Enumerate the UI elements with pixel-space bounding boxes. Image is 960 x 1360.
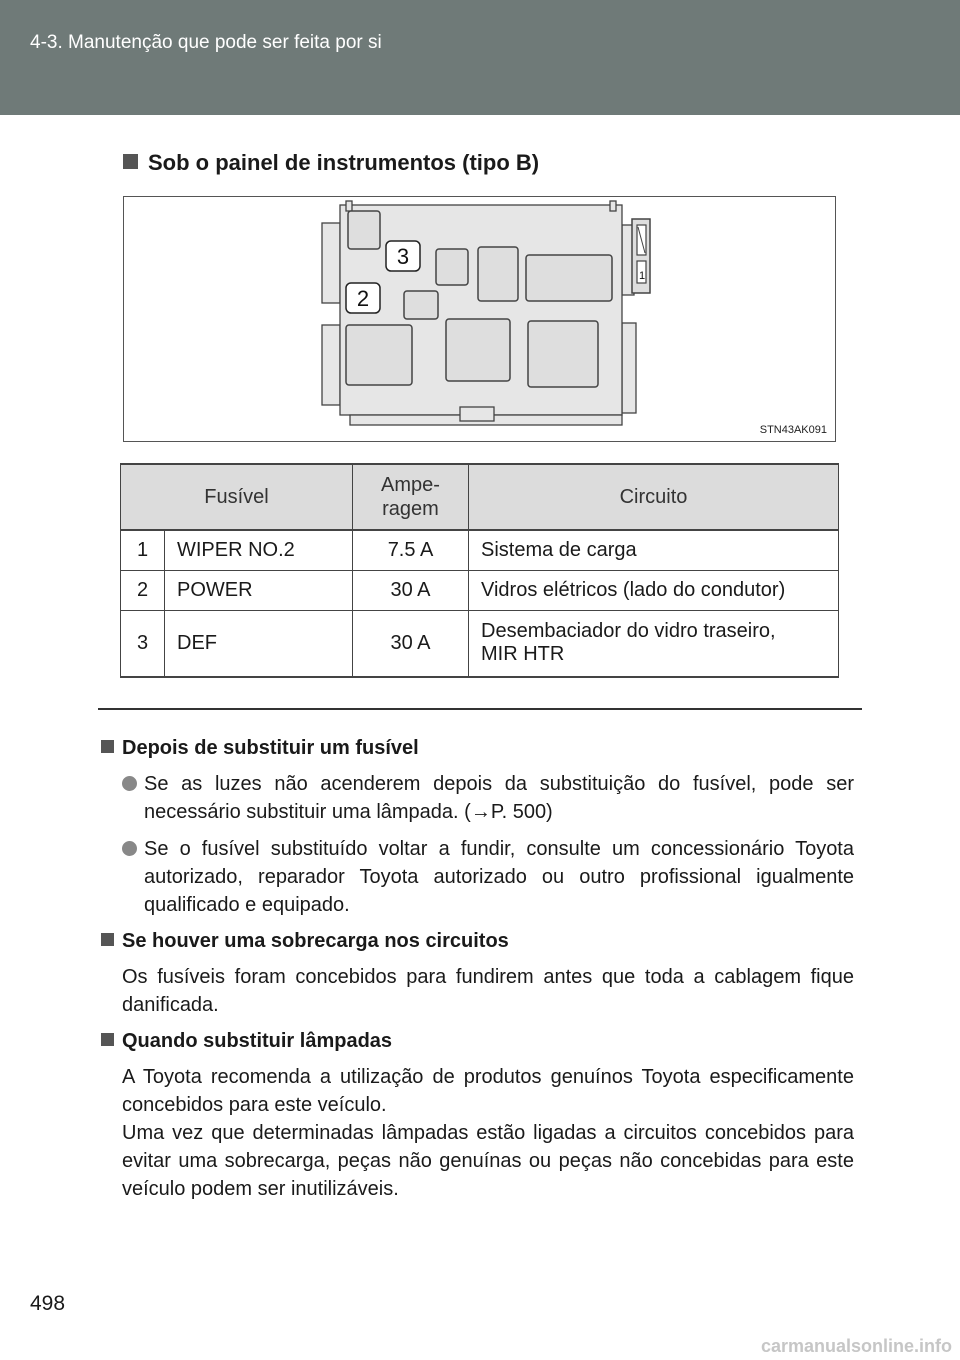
- bullet-dot-icon: [122, 841, 137, 856]
- header-amperage-line2: ragem: [382, 498, 439, 520]
- note-heading-overload: [101, 927, 509, 955]
- square-bullet-icon: [101, 1033, 114, 1046]
- fuse-circuit: [469, 610, 839, 677]
- table-row: [121, 610, 839, 677]
- list-item: [122, 835, 854, 919]
- fuse-amperage: 30 A: [353, 570, 469, 610]
- fuse-number: 1: [121, 530, 165, 570]
- fuse-box-figure: [123, 196, 836, 442]
- fuse-circuit: Vidros elétricos (lado do condutor): [469, 570, 839, 610]
- watermark: carmanualsonline.info: [760, 1336, 952, 1356]
- callout-1: 1: [638, 270, 646, 282]
- figure-code: STN43AK091: [759, 424, 827, 436]
- note-heading-text: Se houver uma sobrecarga nos circuitos: [122, 930, 509, 952]
- fuse-box-diagram: [124, 197, 837, 443]
- bullet-text: Se as luzes não acenderem depois da substituição do fusível, pode ser necessário substituir uma lâmpada. (→P. 500): [144, 773, 854, 823]
- fuse-amperage: 7.5 A: [353, 530, 469, 570]
- divider: [98, 708, 862, 710]
- callout-2: 2: [356, 286, 370, 311]
- header-fuse: Fusível: [121, 464, 353, 530]
- note-heading-text: Quando substituir lâmpadas: [122, 1030, 393, 1052]
- list-item: [122, 770, 854, 826]
- page-header: [0, 0, 960, 115]
- fuse-name: WIPER NO.2: [165, 530, 353, 570]
- bulbs-text-1: A Toyota recomenda a utilização de produtos genuínos Toyota especificamente concebidos para este veículo.: [122, 1066, 854, 1116]
- header-amperage-line1: Ampe-: [381, 474, 440, 496]
- square-bullet-icon: [101, 740, 114, 753]
- bullet-text: Se o fusível substituído voltar a fundir, consulte um concessionário Toyota autorizado, reparador Toyota autorizado ou outro profissional igualmente qualificado e equipado.: [144, 838, 854, 916]
- fuse-number: 2: [121, 570, 165, 610]
- square-bullet-icon: [101, 933, 114, 946]
- chapter-title: 4-3. Manutenção que pode ser feita por si: [30, 32, 382, 53]
- note-heading-after-replace: [101, 734, 419, 762]
- note-heading-bulbs: [101, 1027, 392, 1055]
- fuse-name: POWER: [165, 570, 353, 610]
- fuse-number: 3: [121, 610, 165, 677]
- table-row: [121, 530, 839, 570]
- bullet-dot-icon: [122, 776, 137, 791]
- square-bullet-icon: [123, 154, 138, 169]
- header-amperage: [353, 464, 469, 530]
- note-heading-text: Depois de substituir um fusível: [122, 737, 419, 759]
- fuse-amperage: 30 A: [353, 610, 469, 677]
- fuse-name: DEF: [165, 610, 353, 677]
- header-circuit: Circuito: [469, 464, 839, 530]
- fuse-table: [120, 463, 839, 678]
- fuse-circuit: Sistema de carga: [469, 530, 839, 570]
- table-header-row: [121, 464, 839, 530]
- callout-3: 3: [396, 244, 410, 269]
- section-title-text: Sob o painel de instrumentos (tipo B): [148, 150, 540, 175]
- fuse-circuit-line1: Desembaciador do vidro traseiro,: [481, 620, 776, 643]
- relay-top-left: [348, 211, 380, 249]
- fuse-circuit-line2: MIR HTR: [481, 643, 565, 666]
- page-number: 498: [30, 1292, 66, 1315]
- bulbs-text-2: Uma vez que determinadas lâmpadas estão ligadas a circuitos concebidos para evitar uma sobrecarga, peças não genuínas ou peças não concebidas para este veículo podem ser inutilizáveis.: [122, 1122, 854, 1200]
- overload-text: Os fusíveis foram concebidos para fundirem antes que toda a cablagem fique danificada.: [122, 966, 854, 1016]
- table-row: [121, 570, 839, 610]
- section-title: [123, 150, 539, 176]
